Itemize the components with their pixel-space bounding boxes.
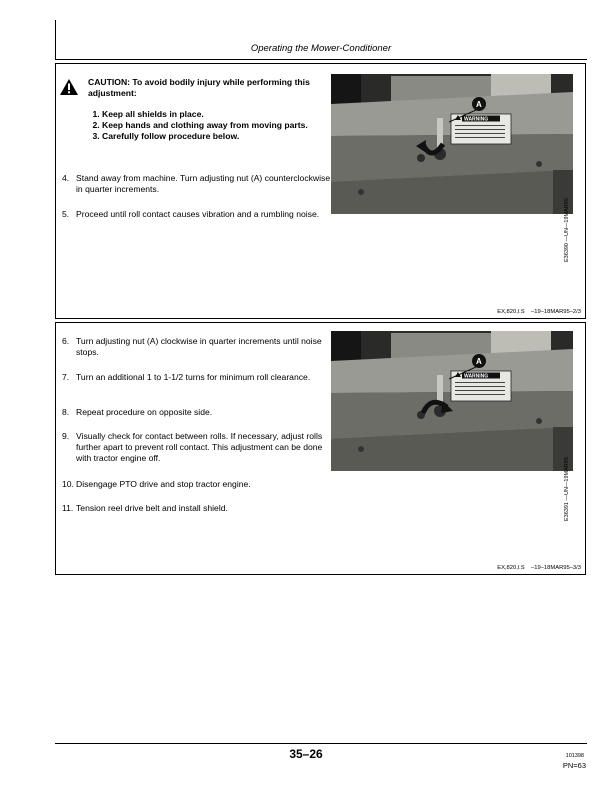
instruction-panel-2 [55, 322, 586, 575]
step-7: 7. Turn an additional 1 to 1-1/2 turns for minimum roll clearance. [62, 372, 311, 382]
reference-code-2: EX,820,l.S –19–18MAR95–3/3 [497, 565, 581, 571]
photo-callout-a: A [476, 357, 482, 366]
photo-code-1: E36390 —UN—19MAR95 [564, 198, 570, 262]
step-11: 11. Tension reel drive belt and install shield. [62, 503, 228, 513]
caution-item: 2. Keep hands and clothing away from moving parts. [102, 120, 330, 131]
step-5: 5. Proceed until roll contact causes vibration and a rumbling noise. [62, 209, 320, 219]
step-4: 4. Stand away from machine. Turn adjusting nut (A) counterclockwise in quarter increments. [62, 173, 331, 194]
warning-triangle-icon [60, 79, 78, 95]
footer-pn: PN=63 [562, 761, 586, 770]
step-10: 10. Disengage PTO drive and stop tractor engine. [62, 479, 251, 489]
page-number: 35–26 [289, 747, 323, 761]
photo-warning-label: WARNING [464, 116, 489, 123]
caution-block [60, 77, 330, 142]
instruction-panel-1 [55, 63, 586, 319]
photo-code-2: E36391 —UN—19MAR95 [564, 457, 570, 521]
step-8: 8. Repeat procedure on opposite side. [62, 407, 213, 417]
step-6: 6. Turn adjusting nut (A) clockwise in quarter increments until noise stops. [62, 336, 322, 357]
footer-code: 101398 [565, 753, 584, 759]
page-header: Operating the Mower-Conditioner [55, 43, 587, 60]
caution-item: 3. Carefully follow procedure below. [102, 131, 330, 142]
photo-warning-label: WARNING [464, 373, 489, 380]
photo-callout-a: A [476, 100, 482, 109]
reference-code-1: EX,820,l.S –19–18MAR95–2/3 [497, 309, 581, 315]
caution-heading: CAUTION: To avoid bodily injury while performing this adjustment: [88, 77, 310, 98]
caution-list [88, 109, 330, 142]
footer-rule [55, 743, 587, 744]
adjustment-photo-2 [331, 331, 573, 471]
caution-item: 1. Keep all shields in place. [102, 109, 330, 120]
adjustment-photo-1 [331, 74, 573, 214]
step-9: 9. Visually check for contact between rolls. If necessary, adjust rolls further apart to prevent roll contact. This adjustment can be done with tractor engine off. [62, 431, 323, 463]
